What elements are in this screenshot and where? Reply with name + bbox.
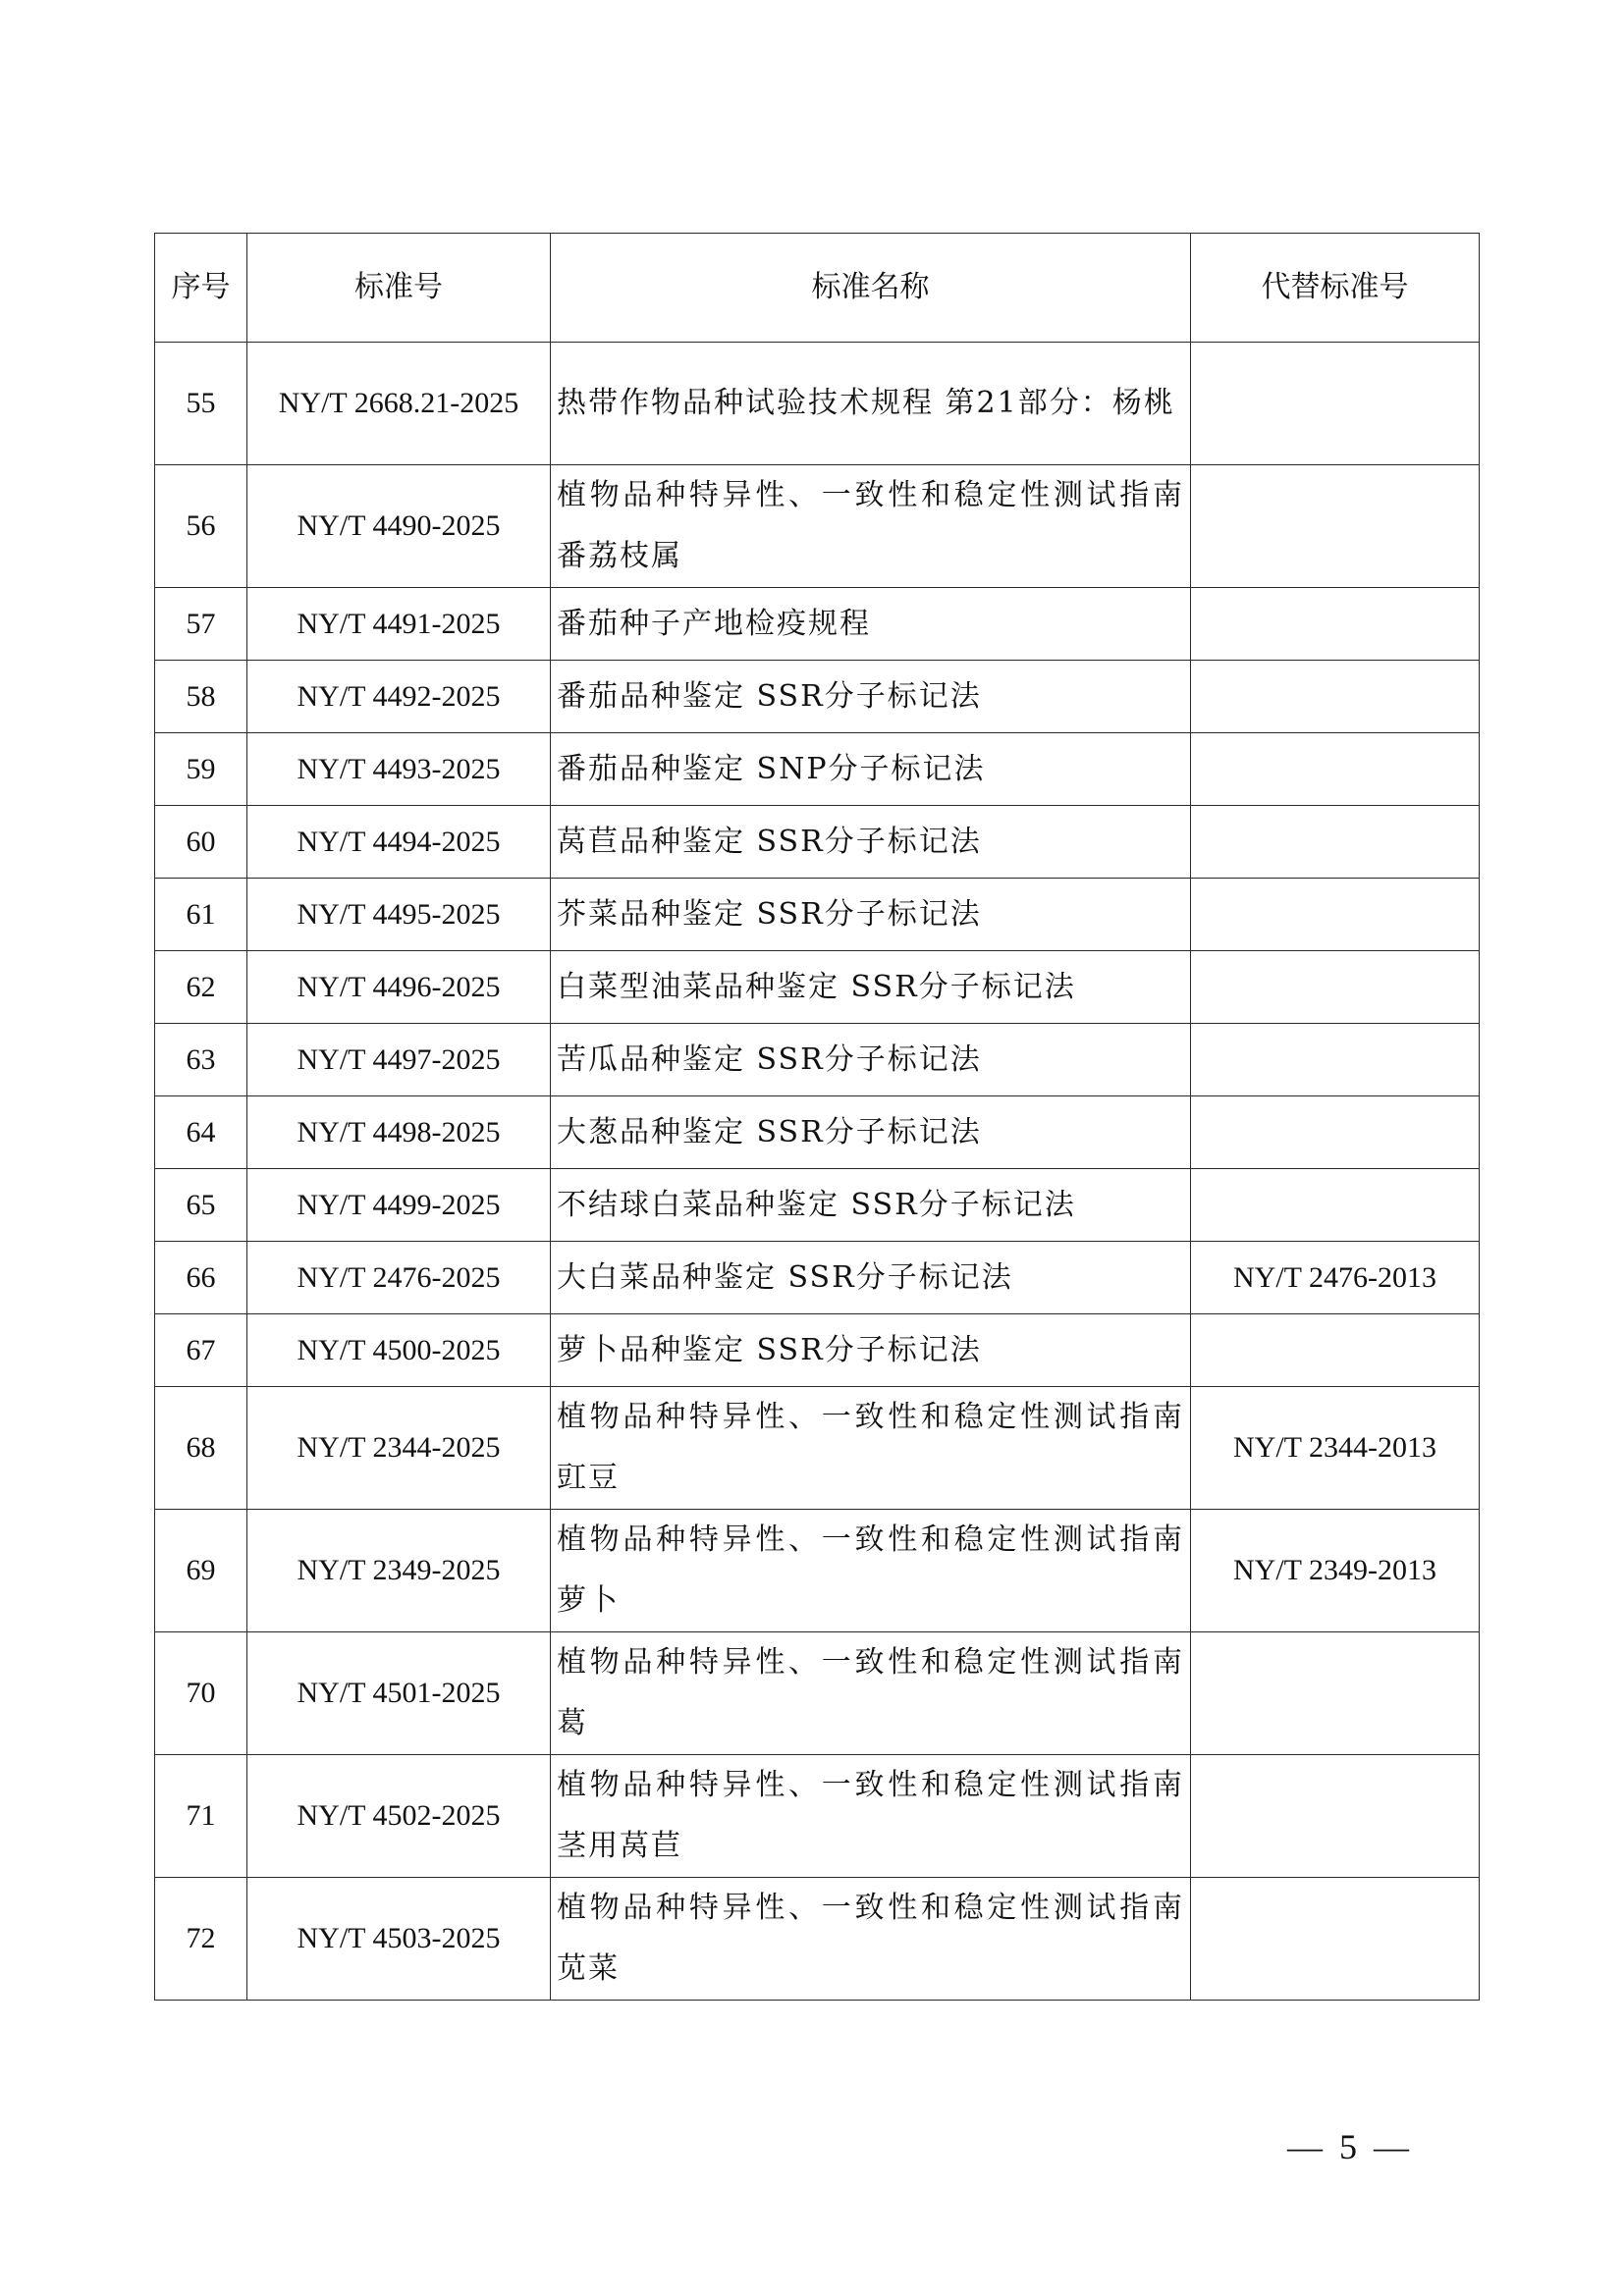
cell-code: NY/T 2668.21-2025 (247, 343, 551, 465)
cell-code: NY/T 4490-2025 (247, 465, 551, 588)
cell-replace (1191, 1096, 1480, 1169)
header-code: 标准号 (247, 234, 551, 343)
cell-replace (1191, 879, 1480, 951)
table-row (155, 733, 1480, 806)
cell-replace (1191, 661, 1480, 733)
cell-seq: 69 (155, 1510, 247, 1632)
cell-replace (1191, 733, 1480, 806)
cell-name: 植物品种特异性、一致性和稳定性测试指南 豇豆 (551, 1387, 1191, 1510)
table-row (155, 1632, 1480, 1755)
table-row (155, 465, 1480, 588)
cell-seq: 72 (155, 1878, 247, 2001)
cell-name: 萝卜品种鉴定 SSR分子标记法 (551, 1314, 1191, 1387)
page-number: — 5 — (1287, 2127, 1413, 2166)
table-row (155, 951, 1480, 1024)
table-row (155, 806, 1480, 879)
cell-replace: NY/T 2349-2013 (1191, 1510, 1480, 1632)
cell-code: NY/T 4502-2025 (247, 1755, 551, 1878)
header-replace: 代替标准号 (1191, 234, 1480, 343)
cell-code: NY/T 2349-2025 (247, 1510, 551, 1632)
cell-seq: 67 (155, 1314, 247, 1387)
cell-code: NY/T 2476-2025 (247, 1242, 551, 1314)
table-row (155, 1755, 1480, 1878)
table-row (155, 1387, 1480, 1510)
cell-name: 苦瓜品种鉴定 SSR分子标记法 (551, 1024, 1191, 1096)
cell-code: NY/T 4501-2025 (247, 1632, 551, 1755)
cell-name: 植物品种特异性、一致性和稳定性测试指南 葛 (551, 1632, 1191, 1755)
cell-replace (1191, 1169, 1480, 1242)
cell-name: 大葱品种鉴定 SSR分子标记法 (551, 1096, 1191, 1169)
cell-code: NY/T 2344-2025 (247, 1387, 551, 1510)
cell-name: 植物品种特异性、一致性和稳定性测试指南 萝卜 (551, 1510, 1191, 1632)
standards-table (154, 233, 1480, 2001)
cell-seq: 63 (155, 1024, 247, 1096)
table-body (155, 343, 1480, 2001)
cell-code: NY/T 4495-2025 (247, 879, 551, 951)
cell-seq: 59 (155, 733, 247, 806)
cell-name: 植物品种特异性、一致性和稳定性测试指南 番荔枝属 (551, 465, 1191, 588)
cell-replace (1191, 951, 1480, 1024)
cell-replace (1191, 1024, 1480, 1096)
cell-seq: 61 (155, 879, 247, 951)
cell-seq: 58 (155, 661, 247, 733)
cell-name: 芥菜品种鉴定 SSR分子标记法 (551, 879, 1191, 951)
cell-seq: 64 (155, 1096, 247, 1169)
cell-seq: 62 (155, 951, 247, 1024)
table-row (155, 1314, 1480, 1387)
table-row (155, 1169, 1480, 1242)
cell-seq: 57 (155, 588, 247, 661)
cell-code: NY/T 4498-2025 (247, 1096, 551, 1169)
table-row (155, 879, 1480, 951)
cell-replace (1191, 1878, 1480, 2001)
cell-code: NY/T 4491-2025 (247, 588, 551, 661)
header-name: 标准名称 (551, 234, 1191, 343)
table-row (155, 588, 1480, 661)
cell-code: NY/T 4494-2025 (247, 806, 551, 879)
table-row (155, 1242, 1480, 1314)
header-seq: 序号 (155, 234, 247, 343)
cell-replace (1191, 1314, 1480, 1387)
cell-name: 大白菜品种鉴定 SSR分子标记法 (551, 1242, 1191, 1314)
cell-replace (1191, 806, 1480, 879)
cell-replace (1191, 588, 1480, 661)
table-row (155, 1510, 1480, 1632)
cell-name: 不结球白菜品种鉴定 SSR分子标记法 (551, 1169, 1191, 1242)
cell-seq: 68 (155, 1387, 247, 1510)
table-row (155, 343, 1480, 465)
cell-name: 热带作物品种试验技术规程 第21部分：杨桃 (551, 343, 1191, 465)
cell-name: 番茄品种鉴定 SNP分子标记法 (551, 733, 1191, 806)
cell-seq: 66 (155, 1242, 247, 1314)
cell-name: 莴苣品种鉴定 SSR分子标记法 (551, 806, 1191, 879)
table-row (155, 1096, 1480, 1169)
cell-code: NY/T 4499-2025 (247, 1169, 551, 1242)
cell-seq: 65 (155, 1169, 247, 1242)
cell-name: 植物品种特异性、一致性和稳定性测试指南 茎用莴苣 (551, 1755, 1191, 1878)
table-row (155, 661, 1480, 733)
cell-code: NY/T 4503-2025 (247, 1878, 551, 2001)
table-row (155, 1024, 1480, 1096)
cell-replace (1191, 1632, 1480, 1755)
cell-name: 植物品种特异性、一致性和稳定性测试指南 苋菜 (551, 1878, 1191, 2001)
cell-seq: 70 (155, 1632, 247, 1755)
cell-seq: 55 (155, 343, 247, 465)
cell-seq: 60 (155, 806, 247, 879)
cell-replace (1191, 1755, 1480, 1878)
table-row (155, 1878, 1480, 2001)
cell-code: NY/T 4492-2025 (247, 661, 551, 733)
cell-code: NY/T 4497-2025 (247, 1024, 551, 1096)
cell-name: 番茄种子产地检疫规程 (551, 588, 1191, 661)
cell-name: 白菜型油菜品种鉴定 SSR分子标记法 (551, 951, 1191, 1024)
table-header-row (155, 234, 1480, 343)
cell-code: NY/T 4493-2025 (247, 733, 551, 806)
cell-replace: NY/T 2344-2013 (1191, 1387, 1480, 1510)
cell-seq: 71 (155, 1755, 247, 1878)
cell-replace (1191, 343, 1480, 465)
cell-code: NY/T 4496-2025 (247, 951, 551, 1024)
cell-replace: NY/T 2476-2013 (1191, 1242, 1480, 1314)
cell-replace (1191, 465, 1480, 588)
cell-code: NY/T 4500-2025 (247, 1314, 551, 1387)
cell-seq: 56 (155, 465, 247, 588)
cell-name: 番茄品种鉴定 SSR分子标记法 (551, 661, 1191, 733)
